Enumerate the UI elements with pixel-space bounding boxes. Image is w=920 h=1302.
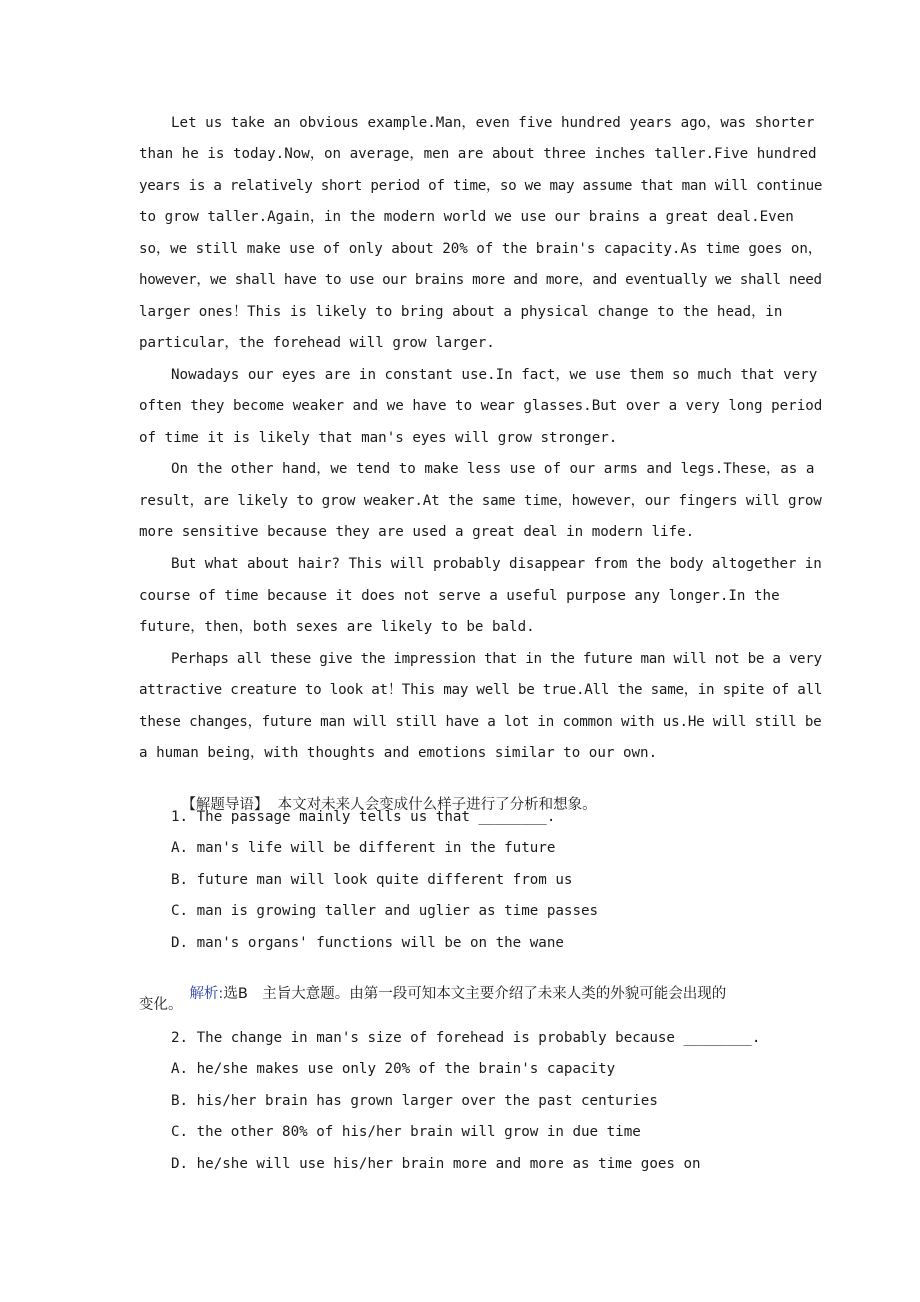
question-option: D. man's organs' functions will be on the wane [171, 935, 564, 951]
question-option: B. future man will look quite different from us [171, 872, 573, 888]
question-stem: 2. The change in man's size of forehead is probably because ________. [171, 1030, 761, 1046]
question-option: B. his/her brain has grown larger over the past centuries [171, 1093, 658, 1109]
passage-line: years is a relatively short period of time，so we may assume that man will continue [139, 178, 823, 194]
analysis-line-continued: 变化。 [139, 997, 183, 1013]
passage-line: Nowadays our eyes are in constant use.In fact，we use them so much that very [171, 367, 818, 383]
passage-line: But what about hair? This will probably disappear from the body altogether in [171, 556, 822, 572]
passage-line: so，we still make use of only about 20% of the brain's capacity.As time goes on， [139, 241, 823, 257]
passage-line: larger ones！This is likely to bring about a physical change to the head，in [139, 304, 783, 320]
passage-line: of time it is likely that man's eyes will grow stronger. [139, 430, 618, 446]
passage-line: Perhaps all these give the impression that in the future man will not be a very [171, 651, 822, 667]
question-option: A. he/she makes use only 20% of the brain's capacity [171, 1061, 616, 1077]
passage-line: often they become weaker and we have to wear glasses.But over a very long period [139, 398, 823, 414]
passage-line: attractive creature to look at！This may well be true.All the same，in spite of all [139, 682, 823, 698]
passage-line: particular，the forehead will grow larger. [139, 335, 495, 351]
question-option: C. man is growing taller and uglier as time passes [171, 903, 599, 919]
question-option: D. he/she will use his/her brain more and more as time goes on [171, 1156, 701, 1172]
passage-line: a human being，with thoughts and emotions similar to our own. [139, 745, 658, 761]
question-stem: 1. The passage mainly tells us that ________. [171, 809, 556, 825]
passage-line: course of time because it does not serve a useful purpose any longer.In the [139, 588, 780, 604]
passage-line: more sensitive because they are used a great deal in modern life. [139, 524, 695, 540]
guide-label: 【解题导语】 [181, 797, 269, 813]
guide-text: 本文对未来人会变成什么样子进行了分析和想象。 [277, 797, 597, 813]
passage-line: result，are likely to grow weaker.At the same time，however，our fingers will grow [139, 493, 822, 509]
passage-line: these changes，future man will still have a lot in common with us.He will still be [139, 714, 822, 730]
analysis-label: 解析: [189, 986, 224, 1002]
analysis-text: 选B 主旨大意题。由第一段可知本文主要介绍了未来人类的外貌可能会出现的 [223, 986, 727, 1002]
passage-line: than he is today.Now，on average，men are about three inches taller.Five hundred [139, 146, 817, 162]
question-option: C. the other 80% of his/her brain will grow in due time [171, 1124, 641, 1140]
passage-line: Let us take an obvious example.Man，even five hundred years ago，was shorter [171, 115, 815, 131]
analysis-line [171, 964, 726, 1024]
passage-line: to grow taller.Again，in the modern world we use our brains a great deal.Even [139, 209, 794, 225]
passage-line: On the other hand，we tend to make less use of our arms and legs.These，as a [171, 461, 815, 477]
passage-line: however，we shall have to use our brains more and more，and eventually we shall need [139, 272, 822, 288]
passage-line: future，then，both sexes are likely to be bald. [139, 619, 535, 635]
question-option: A. man's life will be different in the future [171, 840, 556, 856]
